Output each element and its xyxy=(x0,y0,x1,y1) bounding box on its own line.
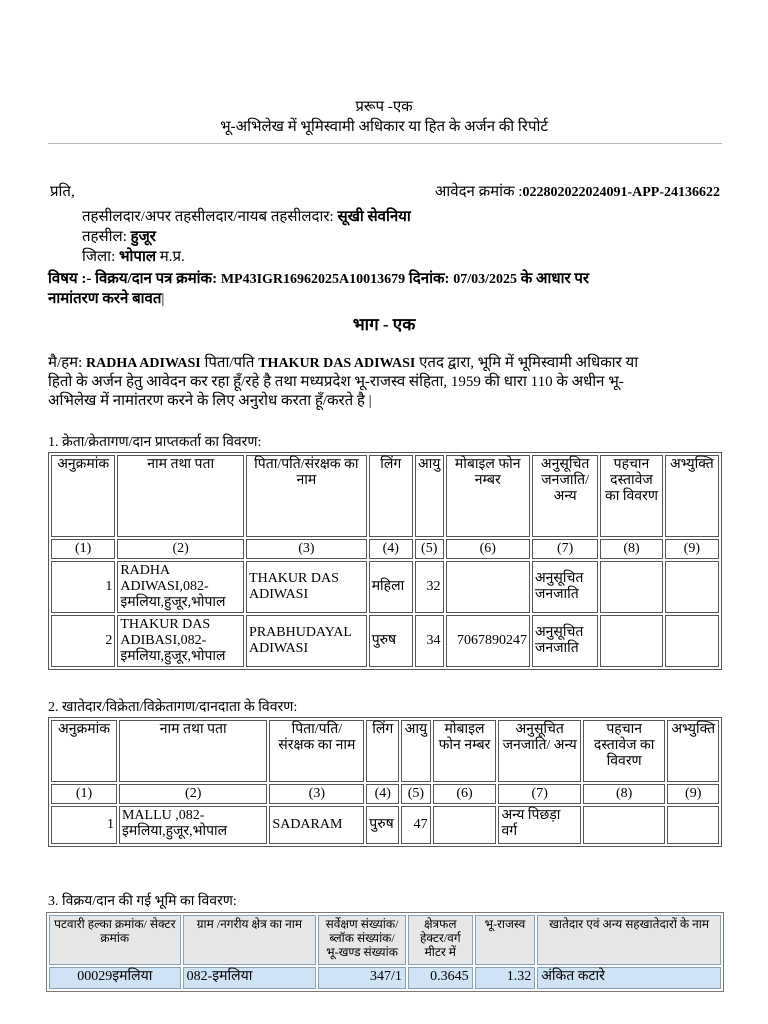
report-title: भू-अभिलेख में भूमिस्वामी अधिकार या हित के अर्जन की रिपोर्ट xyxy=(220,119,548,135)
declaration-line3: अभिलेख में नामांतरण करने के लिए अनुरोध करता हूँ/करते है | xyxy=(48,393,372,409)
column-number: (7) xyxy=(532,539,598,559)
owner-names: अंकित कटारे xyxy=(537,967,721,989)
name-address: MALLU ,082-इमलिया,हुजूर,भोपाल xyxy=(119,806,267,844)
form-number: प्ररूप -एक xyxy=(355,99,413,115)
table-row xyxy=(49,967,721,989)
name-address: RADHA ADIWASI,082-इमलिया,हुजूर,भोपाल xyxy=(117,561,244,613)
header-cell: लिंग xyxy=(366,720,399,782)
sellers-table xyxy=(48,717,722,847)
column-number: (6) xyxy=(446,539,530,559)
deed-date: 07/03/2025 xyxy=(453,272,518,287)
declaration-line2: हितो के अर्जन हेतु आवेदन कर रहा हूँ/रहे है तथा मध्यप्रदेश भू-राजस्व संहिता, 1959 की धारा 110 के अधीन भू- xyxy=(48,374,624,390)
application-number: 022802022024091-APP-24136622 xyxy=(522,185,720,200)
header-cell: आयु xyxy=(401,720,430,782)
mobile xyxy=(446,561,530,613)
subject-suffix: के आधार पर xyxy=(520,271,590,287)
header-cell: नाम तथा पता xyxy=(117,455,244,537)
header-cell: अनुसूचित जनजाति/ अन्य xyxy=(532,455,598,537)
officer-name: सूखी सेवनिया xyxy=(337,209,411,225)
subject-label: विषय :- विक्रय/दान पत्र क्रमांक: xyxy=(48,271,218,287)
column-number: (5) xyxy=(415,539,444,559)
column-number: (8) xyxy=(600,539,662,559)
header-cell: ग्राम /नगरीय क्षेत्र का नाम xyxy=(183,915,317,965)
table-header-row xyxy=(51,455,719,537)
id-document xyxy=(600,561,662,613)
table-header-row xyxy=(51,720,719,782)
declaration-line1-rest: एतद द्वारा, भूमि में भूमिस्वामी अधिकार या xyxy=(419,355,639,371)
tehsil-label: तहसील: xyxy=(82,229,127,245)
table-row xyxy=(51,615,719,667)
table-header-row xyxy=(49,915,721,965)
divider xyxy=(48,143,722,144)
serial-number: 2 xyxy=(51,615,115,667)
column-number: (2) xyxy=(119,784,267,804)
header-cell: आयु xyxy=(415,455,444,537)
column-number: (9) xyxy=(665,539,719,559)
gender: पुरुष xyxy=(366,806,399,844)
officer-line xyxy=(82,206,411,226)
column-number: (2) xyxy=(117,539,244,559)
remark xyxy=(667,806,719,844)
buyers-table xyxy=(48,452,722,670)
header-cell: अभ्युक्ति xyxy=(665,455,719,537)
survey-number: 347/1 xyxy=(318,967,406,989)
column-number: (1) xyxy=(51,784,117,804)
column-number-row xyxy=(51,539,719,559)
age: 34 xyxy=(415,615,444,667)
header-cell: खातेदार एवं अन्य सहखातेदारों के नाम xyxy=(537,915,721,965)
application-label: आवेदन क्रमांक : xyxy=(434,184,523,200)
column-number: (1) xyxy=(51,539,115,559)
remark xyxy=(665,615,719,667)
header-cell: नाम तथा पता xyxy=(119,720,267,782)
category: अनुसूचित जनजाति xyxy=(532,561,598,613)
column-number: (4) xyxy=(369,539,413,559)
header-cell: पिता/पति/संरक्षक का नाम xyxy=(246,455,367,537)
section2-title: 2. खातेदार/विक्रेता/विक्रेतागण/दानदाता के विवरण: xyxy=(48,700,298,715)
column-number: (9) xyxy=(667,784,719,804)
name-address: THAKUR DAS ADIBASI,082-इमलिया,हुजूर,भोपाल xyxy=(117,615,244,667)
column-number: (5) xyxy=(401,784,430,804)
officer-label: तहसीलदार/अपर तहसीलदार/नायब तहसीलदार: xyxy=(82,209,334,225)
district-line xyxy=(82,246,185,266)
age: 47 xyxy=(401,806,430,844)
category: अनुसूचित जनजाति xyxy=(532,615,598,667)
state-name: म.प्र. xyxy=(159,249,185,265)
id-document xyxy=(583,806,665,844)
remark xyxy=(665,561,719,613)
header-cell: पहचान दस्तावेज का विवरण xyxy=(600,455,662,537)
district-label: जिला: xyxy=(82,249,116,265)
column-number: (3) xyxy=(246,539,367,559)
part-heading: भाग - एक xyxy=(352,315,416,334)
column-number: (3) xyxy=(269,784,364,804)
declaration-relation: पिता/पति xyxy=(204,355,255,371)
father-name: PRABHUDAYAL ADIWASI xyxy=(246,615,367,667)
header-cell: पटवारी हल्का क्रमांक/ सेक्टर क्रमांक xyxy=(49,915,181,965)
serial-number: 1 xyxy=(51,561,115,613)
declaration-paragraph xyxy=(48,354,728,411)
halka-number: 00029इमलिया xyxy=(49,967,181,989)
subject-line-2: नामांतरण करने बावत| xyxy=(48,291,165,307)
prati-label: प्रति, xyxy=(50,184,75,200)
mobile: 7067890247 xyxy=(446,615,530,667)
id-document xyxy=(600,615,662,667)
header-cell: मोबाइल फोन नम्बर xyxy=(446,455,530,537)
section1-title: 1. क्रेता/क्रेतागण/दान प्राप्तकर्ता का विवरण: xyxy=(48,435,262,450)
declaration-prefix: मै/हम: xyxy=(48,355,83,371)
column-number: (8) xyxy=(583,784,665,804)
header-cell: सर्वेक्षण संख्यांक/ ब्लॉक संख्यांक/ भू-खण्ड संख्यांक xyxy=(318,915,406,965)
header-cell: अनुक्रमांक xyxy=(51,455,115,537)
header-cell: मोबाइल फोन नम्बर xyxy=(433,720,497,782)
header-cell: पहचान दस्तावेज का विवरण xyxy=(583,720,665,782)
header-cell: अनुक्रमांक xyxy=(51,720,117,782)
gender: पुरुष xyxy=(369,615,413,667)
category: अन्य पिछड़ा वर्ग xyxy=(498,806,580,844)
subject-line2-text: नामांतरण करने बावत xyxy=(48,291,162,307)
header-cell: क्षेत्रफल हेक्टर/वर्ग मीटर में xyxy=(408,915,473,965)
district-name: भोपाल xyxy=(119,249,157,265)
header-cell: पिता/पति/ संरक्षक का नाम xyxy=(269,720,364,782)
tehsil-name: हुजूर xyxy=(130,229,156,245)
father-name: SADARAM xyxy=(269,806,364,844)
table-row xyxy=(51,806,719,844)
column-number-row xyxy=(51,784,719,804)
tehsil-line xyxy=(82,226,156,246)
declaration-applicant: RADHA ADIWASI xyxy=(86,356,201,371)
table-row xyxy=(51,561,719,613)
village-name: 082-इमलिया xyxy=(183,967,317,989)
age: 32 xyxy=(415,561,444,613)
land-table xyxy=(46,912,724,992)
column-number: (7) xyxy=(498,784,580,804)
date-label: दिनांक: xyxy=(408,271,450,287)
mobile xyxy=(433,806,497,844)
serial-number: 1 xyxy=(51,806,117,844)
column-number: (4) xyxy=(366,784,399,804)
header-cell: अनुसूचित जनजाति/ अन्य xyxy=(498,720,580,782)
land-revenue: 1.32 xyxy=(475,967,536,989)
column-number: (6) xyxy=(433,784,497,804)
father-name: THAKUR DAS ADIWASI xyxy=(246,561,367,613)
deed-number: MP43IGR16962025A10013679 xyxy=(220,272,406,287)
application-number-line xyxy=(435,181,720,201)
header-cell: भू-राजस्व xyxy=(475,915,536,965)
subject-line xyxy=(48,268,728,288)
declaration-father: THAKUR DAS ADIWASI xyxy=(258,356,416,371)
gender: महिला xyxy=(369,561,413,613)
area: 0.3645 xyxy=(408,967,473,989)
header-cell: लिंग xyxy=(369,455,413,537)
header-cell: अभ्युक्ति xyxy=(667,720,719,782)
section3-title: 3. विक्रय/दान की गई भूमि का विवरण: xyxy=(48,894,237,909)
